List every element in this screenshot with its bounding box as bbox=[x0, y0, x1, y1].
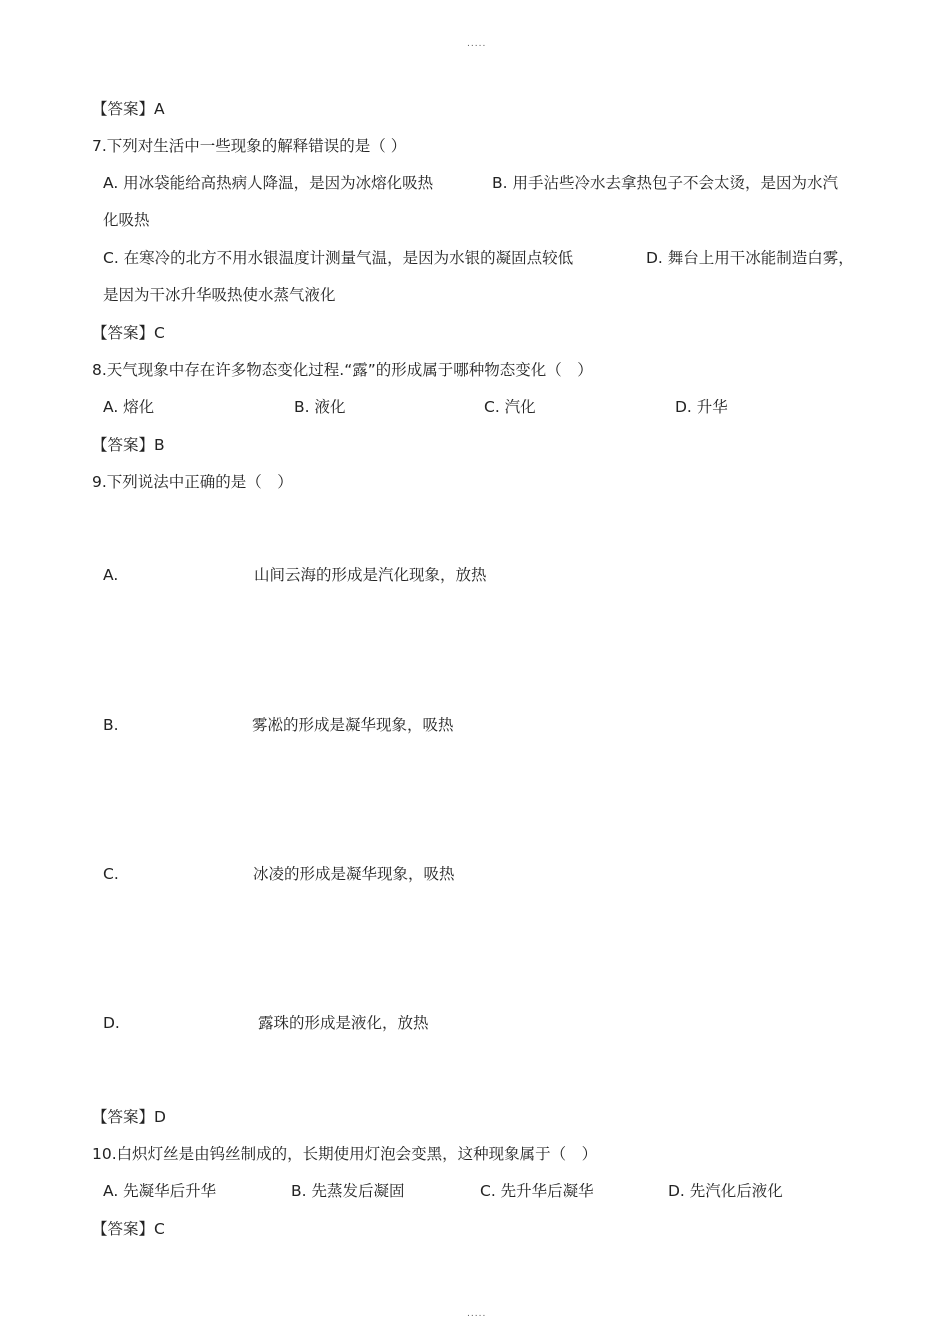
q10-option-b: B. 先蒸发后凝固 bbox=[291, 1182, 405, 1200]
q10-option-a: A. 先凝华后升华 bbox=[103, 1182, 217, 1200]
answer-q9: 【答案】D bbox=[92, 1108, 166, 1126]
q7-option-d-cont: 是因为干冰升华吸热使水蒸气液化 bbox=[103, 286, 336, 304]
q9-option-a-letter: A. bbox=[103, 566, 119, 584]
q8-option-c: C. 汽化 bbox=[484, 398, 536, 416]
answer-q7: 【答案】C bbox=[92, 324, 165, 342]
q9-option-a-text: 山间云海的形成是汽化现象，放热 bbox=[254, 566, 487, 584]
q7-option-a: A. 用冰袋能给高热病人降温，是因为冰熔化吸热 bbox=[103, 174, 434, 192]
q9-option-b-letter: B. bbox=[103, 716, 119, 734]
q10-option-c: C. 先升华后凝华 bbox=[480, 1182, 594, 1200]
footer-dots: ..... bbox=[467, 1309, 487, 1319]
q7-option-d: D. 舞台上用干冰能制造白雾， bbox=[646, 249, 854, 267]
answer-q8: 【答案】B bbox=[92, 436, 165, 454]
q8-stem: 8.天气现象中存在许多物态变化过程.“露”的形成属于哪种物态变化（ ） bbox=[92, 361, 593, 379]
q10-option-d: D. 先汽化后液化 bbox=[668, 1182, 783, 1200]
q7-option-c: C. 在寒冷的北方不用水银温度计测量气温，是因为水银的凝固点较低 bbox=[103, 249, 574, 267]
q8-option-d: D. 升华 bbox=[675, 398, 728, 416]
q7-stem: 7.下列对生活中一些现象的解释错误的是（ ） bbox=[92, 137, 407, 155]
q7-option-b-cont: 化吸热 bbox=[103, 211, 150, 229]
q9-option-c-text: 冰凌的形成是凝华现象，吸热 bbox=[253, 865, 455, 883]
q9-option-d-letter: D. bbox=[103, 1014, 120, 1032]
answer-q6: 【答案】A bbox=[92, 100, 165, 118]
q10-stem: 10.白炽灯丝是由钨丝制成的，长期使用灯泡会变黑，这种现象属于（ ） bbox=[92, 1145, 598, 1163]
q9-option-d-text: 露珠的形成是液化，放热 bbox=[258, 1014, 429, 1032]
q8-option-a: A. 熔化 bbox=[103, 398, 155, 416]
q8-option-b: B. 液化 bbox=[294, 398, 346, 416]
q9-stem: 9.下列说法中正确的是（ ） bbox=[92, 473, 293, 491]
header-dots: ..... bbox=[467, 39, 487, 49]
q9-option-c-letter: C. bbox=[103, 865, 119, 883]
answer-q10: 【答案】C bbox=[92, 1220, 165, 1238]
q7-option-b: B. 用手沾些冷水去拿热包子不会太烫，是因为水汽 bbox=[492, 174, 838, 192]
q9-option-b-text: 雾凇的形成是凝华现象，吸热 bbox=[252, 716, 454, 734]
